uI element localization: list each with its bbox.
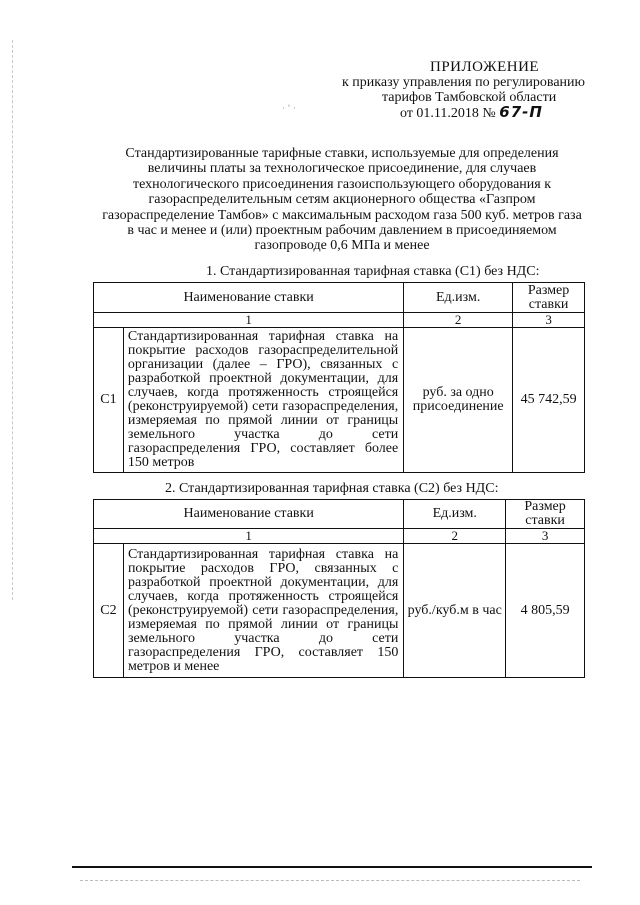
header-unit: Ед.изм. bbox=[404, 283, 513, 313]
header-rate-name: Наименование ставки bbox=[94, 500, 404, 529]
column-number-2: 2 bbox=[404, 313, 513, 328]
table-number-row bbox=[94, 313, 585, 328]
table-header-row bbox=[94, 500, 585, 529]
rate-description bbox=[123, 328, 403, 473]
table-row bbox=[94, 328, 585, 473]
rate-description-text: Стандартизированная тарифная ставка на покрытие расходов газораспределительной организации (далее – ГРО), связанных с разработкой проектной документации, для случаев, когда протяженность строящейся (реконструируемой) сети газораспределения, измеряемая по прямой линии от границы земельного участка до сети газораспределения ГРО, составляет более 150 метров bbox=[127, 329, 399, 470]
appendix-block bbox=[300, 60, 600, 121]
header-unit: Ед.изм. bbox=[404, 500, 506, 529]
rate-unit: руб./куб.м в час bbox=[404, 544, 506, 678]
order-number: 67-П bbox=[499, 103, 543, 121]
section2-heading: 2. Стандартизированная тарифная ставка (С2) без НДС: bbox=[165, 481, 499, 496]
table-row bbox=[94, 544, 585, 678]
rate-value: 4 805,59 bbox=[506, 544, 585, 678]
column-number-1: 1 bbox=[94, 529, 404, 544]
rate-unit: руб. за одно присоединение bbox=[404, 328, 513, 473]
table-number-row bbox=[94, 529, 585, 544]
rate-table-c1 bbox=[93, 282, 585, 473]
scan-edge-artifact bbox=[12, 40, 14, 600]
appendix-order-reference: к приказу управления по регулированию bbox=[342, 75, 585, 90]
rate-description-text: Стандартизированная тарифная ставка на покрытие расходов ГРО, связанных с разработкой проектной документации, для случаев, когда протяженность строящейся (реконструируемой) сети газораспределения, измеряемая по прямой линии от границы земельного участка до сети газораспределения ГРО, составляет 150 метров и менее bbox=[127, 546, 399, 674]
rate-table-c2 bbox=[93, 499, 585, 678]
appendix-date-line bbox=[300, 105, 600, 121]
header-rate-name: Наименование ставки bbox=[94, 283, 404, 313]
document-title: Стандартизированные тарифные ставки, используемые для определения величины платы за технологическое присоединение, для случаев технологического присоединения газоиспользующего оборудования к газораспределительным сетям акционерного общества «Газпром газораспределение Тамбов» с максимальным расходом газа 500 куб. метров газа в час и менее и (или) проектным рабочим давлением в присоединяемом газопроводе 0,6 МПа и менее bbox=[102, 146, 582, 254]
appendix-regulator: тарифов Тамбовской области bbox=[382, 90, 557, 105]
header-rate-value: Размер ставки bbox=[506, 500, 585, 529]
column-number-1: 1 bbox=[94, 313, 404, 328]
rate-code: С1 bbox=[94, 328, 124, 473]
rate-value: 45 742,59 bbox=[513, 328, 585, 473]
scan-mark: · ' · bbox=[282, 104, 296, 114]
column-number-3: 3 bbox=[506, 529, 585, 544]
rate-code: С2 bbox=[94, 544, 124, 678]
rate-description bbox=[123, 544, 403, 678]
appendix-date: от 01.11.2018 № bbox=[400, 106, 496, 121]
appendix-title: ПРИЛОЖЕНИЕ bbox=[430, 59, 540, 75]
section1-heading: 1. Стандартизированная тарифная ставка (С1) без НДС: bbox=[206, 264, 540, 279]
footer-rule bbox=[72, 866, 592, 868]
header-rate-value: Размер ставки bbox=[513, 283, 585, 313]
footer-scan-line bbox=[80, 880, 580, 881]
column-number-2: 2 bbox=[404, 529, 506, 544]
column-number-3: 3 bbox=[513, 313, 585, 328]
table-header-row bbox=[94, 283, 585, 313]
